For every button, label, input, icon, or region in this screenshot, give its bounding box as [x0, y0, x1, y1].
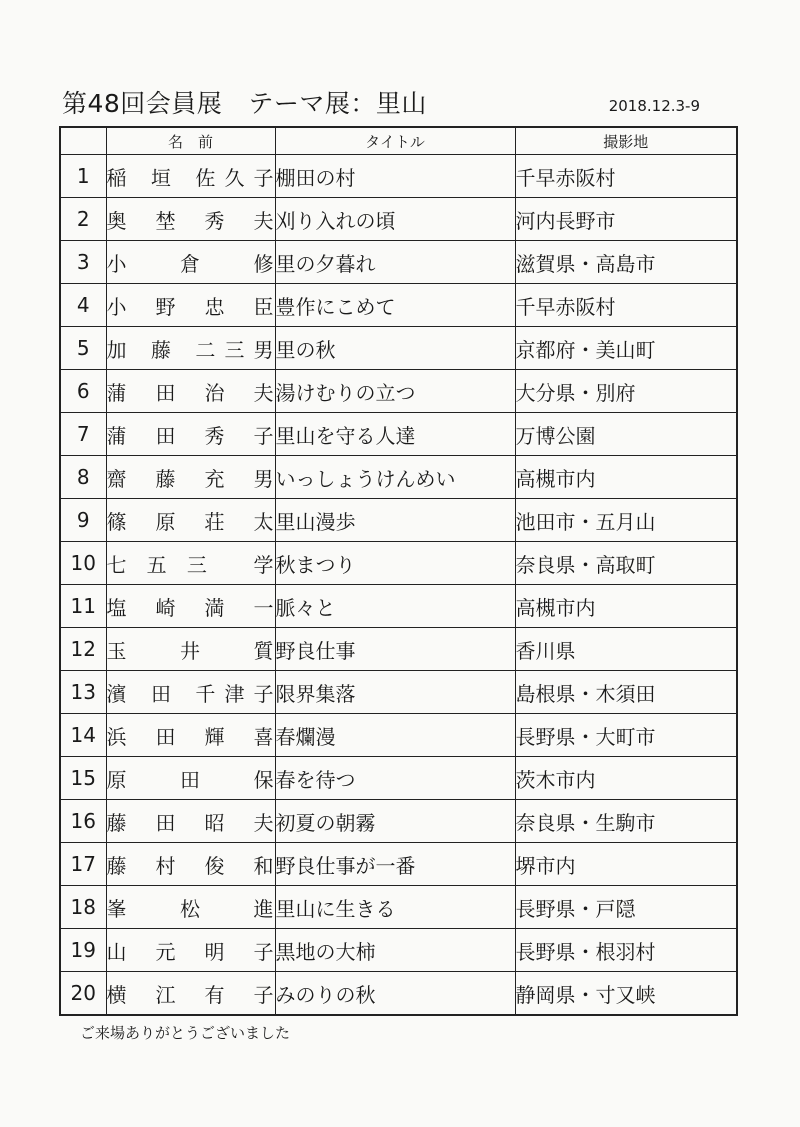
table-row	[60, 628, 737, 671]
photo-title: 秋まつり	[275, 542, 515, 585]
photo-title: いっしょうけんめい	[275, 456, 515, 499]
exhibition-theme: テーマ展：里山	[248, 89, 427, 118]
shooting-location: 万博公園	[515, 413, 737, 456]
shooting-location: 香川県	[515, 628, 737, 671]
row-number: 9	[60, 499, 106, 542]
exhibitor-name: 藤 村 俊 和	[106, 843, 275, 886]
exhibitor-name: 七五三 学	[106, 542, 275, 585]
exhibitor-name: 山 元 明 子	[106, 929, 275, 972]
exhibitor-name: 小 倉 修	[106, 241, 275, 284]
row-number: 2	[60, 198, 106, 241]
row-number: 8	[60, 456, 106, 499]
exhibitor-name: 藤 田 昭 夫	[106, 800, 275, 843]
table-row	[60, 585, 737, 628]
shooting-location: 奈良県・生駒市	[515, 800, 737, 843]
shooting-location: 大分県・別府	[515, 370, 737, 413]
table-row	[60, 327, 737, 370]
shooting-location: 静岡県・寸又峡	[515, 972, 737, 1016]
table-row	[60, 757, 737, 800]
exhibitor-name: 篠 原 荘 太	[106, 499, 275, 542]
table-row	[60, 800, 737, 843]
shooting-location: 千早赤阪村	[515, 284, 737, 327]
photo-title: 脈々と	[275, 585, 515, 628]
closing-message: ご来場ありがとうございました	[80, 1024, 291, 1042]
photo-title: 初夏の朝霧	[275, 800, 515, 843]
row-number: 17	[60, 843, 106, 886]
column-header-number	[60, 127, 106, 155]
column-header-place: 撮影地	[515, 127, 737, 155]
exhibitor-name: 齋 藤 充 男	[106, 456, 275, 499]
table-row	[60, 972, 737, 1016]
photo-title: 里の秋	[275, 327, 515, 370]
exhibitor-name: 濱 田 千津子	[106, 671, 275, 714]
table-row	[60, 671, 737, 714]
table-row	[60, 929, 737, 972]
table-row	[60, 886, 737, 929]
shooting-location: 高槻市内	[515, 585, 737, 628]
photo-title: 刈り入れの頃	[275, 198, 515, 241]
shooting-location: 千早赤阪村	[515, 155, 737, 198]
exhibitor-name: 玉 井 質	[106, 628, 275, 671]
photo-title: 春爛漫	[275, 714, 515, 757]
photo-title: 春を待つ	[275, 757, 515, 800]
table-row	[60, 542, 737, 585]
shooting-location: 奈良県・高取町	[515, 542, 737, 585]
shooting-location: 滋賀県・高島市	[515, 241, 737, 284]
column-header-name: 名 前	[106, 127, 275, 155]
row-number: 13	[60, 671, 106, 714]
row-number: 18	[60, 886, 106, 929]
photo-title: 棚田の村	[275, 155, 515, 198]
photo-title: 野良仕事が一番	[275, 843, 515, 886]
table-header-row	[60, 127, 737, 155]
table-row	[60, 413, 737, 456]
row-number: 19	[60, 929, 106, 972]
photo-title: 限界集落	[275, 671, 515, 714]
exhibition-title: 第48回会員展	[62, 89, 223, 118]
photo-title: 里の夕暮れ	[275, 241, 515, 284]
exhibitor-name: 奥 埜 秀 夫	[106, 198, 275, 241]
exhibitor-name: 加 藤 二三男	[106, 327, 275, 370]
exhibitor-name: 塩 崎 満 一	[106, 585, 275, 628]
shooting-location: 京都府・美山町	[515, 327, 737, 370]
photo-title: 黒地の大柿	[275, 929, 515, 972]
shooting-location: 高槻市内	[515, 456, 737, 499]
exhibitor-table	[59, 126, 738, 1016]
exhibition-date: 2018.12.3-9	[608, 97, 700, 115]
exhibitor-name: 蒲 田 秀 子	[106, 413, 275, 456]
row-number: 3	[60, 241, 106, 284]
table-row	[60, 370, 737, 413]
shooting-location: 茨木市内	[515, 757, 737, 800]
row-number: 16	[60, 800, 106, 843]
row-number: 11	[60, 585, 106, 628]
row-number: 5	[60, 327, 106, 370]
photo-title: みのりの秋	[275, 972, 515, 1016]
table-body	[60, 155, 737, 1016]
row-number: 4	[60, 284, 106, 327]
row-number: 12	[60, 628, 106, 671]
shooting-location: 池田市・五月山	[515, 499, 737, 542]
row-number: 20	[60, 972, 106, 1016]
row-number: 15	[60, 757, 106, 800]
table-row	[60, 714, 737, 757]
exhibitor-name: 蒲 田 治 夫	[106, 370, 275, 413]
shooting-location: 長野県・戸隠	[515, 886, 737, 929]
row-number: 6	[60, 370, 106, 413]
table-row	[60, 198, 737, 241]
table-row	[60, 456, 737, 499]
table-row	[60, 241, 737, 284]
shooting-location: 島根県・木須田	[515, 671, 737, 714]
table-row	[60, 843, 737, 886]
row-number: 14	[60, 714, 106, 757]
photo-title: 豊作にこめて	[275, 284, 515, 327]
table-row	[60, 499, 737, 542]
exhibitor-name: 浜 田 輝 喜	[106, 714, 275, 757]
row-number: 1	[60, 155, 106, 198]
photo-title: 里山に生きる	[275, 886, 515, 929]
exhibitor-name: 原 田 保	[106, 757, 275, 800]
row-number: 10	[60, 542, 106, 585]
row-number: 7	[60, 413, 106, 456]
shooting-location: 堺市内	[515, 843, 737, 886]
shooting-location: 河内長野市	[515, 198, 737, 241]
exhibitor-name: 峯 松 進	[106, 886, 275, 929]
photo-title: 里山漫歩	[275, 499, 515, 542]
shooting-location: 長野県・大町市	[515, 714, 737, 757]
photo-title: 野良仕事	[275, 628, 515, 671]
table-row	[60, 155, 737, 198]
exhibitor-name: 小 野 忠 臣	[106, 284, 275, 327]
exhibitor-name: 横 江 有 子	[106, 972, 275, 1016]
table-row	[60, 284, 737, 327]
page-header	[62, 86, 702, 126]
shooting-location: 長野県・根羽村	[515, 929, 737, 972]
page-title	[62, 86, 427, 122]
photo-title: 湯けむりの立つ	[275, 370, 515, 413]
exhibitor-name: 稲 垣 佐久子	[106, 155, 275, 198]
column-header-title: タイトル	[275, 127, 515, 155]
photo-title: 里山を守る人達	[275, 413, 515, 456]
